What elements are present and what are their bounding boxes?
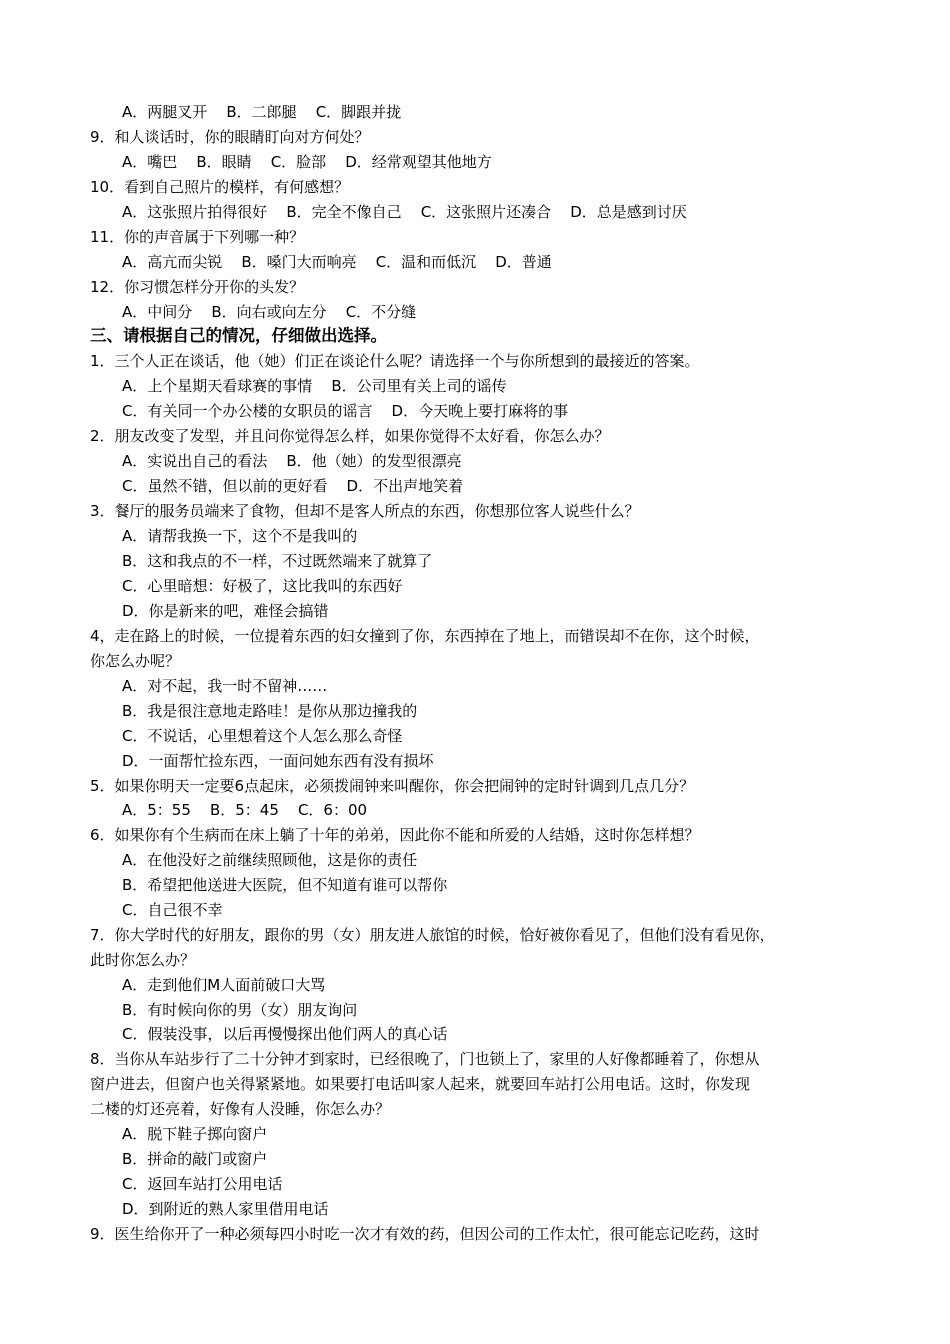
question-line: 你怎么办呢？ bbox=[90, 652, 181, 670]
question-line: 5．如果你明天一定要6点起床，必须拨闹钟来叫醒你，你会把闹钟的定时针调到几点几分？ bbox=[90, 777, 695, 795]
question-line: 7．你大学时代的好朋友，跟你的男（女）朋友进人旅馆的时候，恰好被你看见了，但他们没有看见你， bbox=[90, 926, 775, 944]
question-line: 1．三个人正在谈话，他（她）们正在谈论什么呢？请选择一个与你所想到的最接近的答案。 bbox=[90, 352, 700, 370]
option-line: B．这和我点的不一样，不过既然端来了就算了 bbox=[122, 552, 433, 570]
option-line: D．你是新来的吧，难怪会搞错 bbox=[122, 602, 329, 620]
option-line: B．有时候向你的男（女）朋友询问 bbox=[122, 1001, 358, 1019]
question-line: 窗户进去，但窗户也关得紧紧地。如果要打电话叫家人起来，就要回车站打公用电话。这时，你发现 bbox=[90, 1075, 751, 1093]
question-line: 二楼的灯还亮着，好像有人没睡，你怎么办？ bbox=[90, 1100, 391, 1118]
option-line: A．中间分 B．向右或向左分 C．不分缝 bbox=[122, 303, 417, 321]
option-line: D．一面帮忙捡东西，一面问她东西有没有损坏 bbox=[122, 752, 434, 770]
question-line: 此时你怎么办？ bbox=[90, 951, 196, 969]
question-line: 6．如果你有个生病而在床上躺了十年的弟弟，因此你不能和所爱的人结婚，这时你怎样想？ bbox=[90, 826, 700, 844]
question-line: 12．你习惯怎样分开你的头发？ bbox=[90, 278, 305, 296]
option-line: A．高亢而尖锐 B．嗓门大而响亮 C．温和而低沉 D．普通 bbox=[122, 253, 552, 271]
option-line: C．虽然不错，但以前的更好看 D．不出声地笑着 bbox=[122, 477, 464, 495]
option-line: A．两腿叉开 B．二郎腿 C．脚跟并拢 bbox=[122, 103, 402, 121]
question-line: 3．餐厅的服务员端来了食物，但却不是客人所点的东西，你想那位客人说些什么？ bbox=[90, 502, 640, 520]
question-line: 8．当你从车站步行了二十分钟才到家时，已经很晚了，门也锁上了，家里的人好像都睡着了，你想从 bbox=[90, 1050, 760, 1068]
option-line: A．走到他们M人面前破口大骂 bbox=[122, 976, 326, 994]
option-line: C．自己很不幸 bbox=[122, 901, 223, 919]
option-line: B．拼命的敲门或窗户 bbox=[122, 1150, 268, 1168]
question-line: 9．和人谈话时，你的眼睛盯向对方何处？ bbox=[90, 128, 370, 146]
option-line: D．到附近的熟人家里借用电话 bbox=[122, 1200, 329, 1218]
option-line: A．在他没好之前继续照顾他，这是你的责任 bbox=[122, 851, 418, 869]
option-line: A．上个星期天看球赛的事情 B．公司里有关上司的谣传 bbox=[122, 377, 507, 395]
option-line: C．返回车站打公用电话 bbox=[122, 1175, 283, 1193]
option-line: A．这张照片拍得很好 B．完全不像自己 C．这张照片还凑合 D．总是感到讨厌 bbox=[122, 203, 687, 221]
question-line: 9．医生给你开了一种必须每四小时吃一次才有效的药，但因公司的工作太忙，很可能忘记吃药，这时 bbox=[90, 1225, 760, 1243]
option-line: A．5：55 B．5：45 C．6：00 bbox=[122, 801, 368, 819]
question-line: 11．你的声音属于下列哪一种？ bbox=[90, 228, 305, 246]
option-line: A．请帮我换一下，这个不是我叫的 bbox=[122, 527, 358, 545]
question-line: 2．朋友改变了发型，并且问你觉得怎么样，如果你觉得不太好看，你怎么办？ bbox=[90, 427, 610, 445]
section-heading: 三、请根据自己的情况，仔细做出选择。 bbox=[90, 326, 387, 345]
option-line: C．心里暗想：好极了，这比我叫的东西好 bbox=[122, 577, 403, 595]
option-line: A．嘴巴 B．眼睛 C．脸部 D．经常观望其他地方 bbox=[122, 153, 492, 171]
option-line: A．脱下鞋子掷向窗户 bbox=[122, 1125, 268, 1143]
option-line: C．不说话，心里想着这个人怎么那么奇怪 bbox=[122, 727, 403, 745]
option-line: A．对不起，我一时不留神…… bbox=[122, 677, 328, 695]
option-line: C．有关同一个办公楼的女职员的谣言 D．今天晚上要打麻将的事 bbox=[122, 402, 569, 420]
option-line: C．假装没事，以后再慢慢探出他们两人的真心话 bbox=[122, 1025, 448, 1043]
question-line: 10．看到自己照片的模样，有何感想？ bbox=[90, 178, 350, 196]
option-line: B．希望把他送进大医院，但不知道有谁可以帮你 bbox=[122, 876, 448, 894]
option-line: A．实说出自己的看法 B．他（她）的发型很漂亮 bbox=[122, 452, 462, 470]
option-line: B．我是很注意地走路哇！是你从那边撞我的 bbox=[122, 702, 418, 720]
question-line: 4，走在路上的时候，一位提着东西的妇女撞到了你，东西掉在了地上，而错误却不在你，这个时候， bbox=[90, 627, 760, 645]
